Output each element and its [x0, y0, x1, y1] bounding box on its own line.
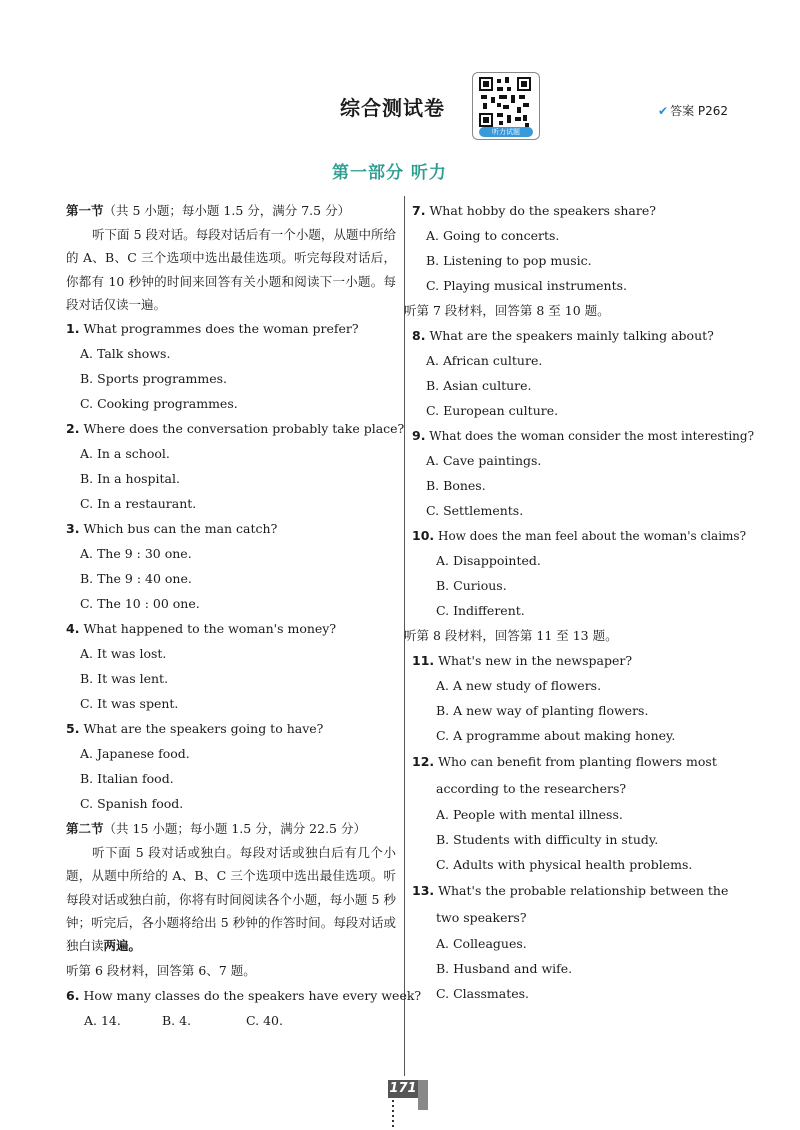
- option[interactable]: B. A new way of planting flowers.: [436, 703, 649, 718]
- option[interactable]: A. People with mental illness.: [436, 807, 623, 822]
- section-1-instructions: 听下面 5 段对话。每段对话后有一个小题，从题中所给的 A、B、C 三个选项中选出最佳选项。听完每段对话后，你都有 10 秒钟的时间来回答有关小题和阅读下一小题。每段对话仅读一遍。: [66, 227, 396, 312]
- option[interactable]: A. Talk shows.: [80, 346, 171, 362]
- question-8: 8. What are the speakers mainly talking about?: [412, 328, 714, 343]
- qr-label: 听力试题: [479, 127, 533, 137]
- option[interactable]: B. The 9 : 40 one.: [80, 571, 192, 587]
- part-title: 第一部分 听力: [332, 163, 447, 183]
- option[interactable]: C. 40.: [246, 1012, 283, 1028]
- qr-code-icon: [479, 77, 531, 127]
- material-cue: 听第 7 段材料，回答第 8 至 10 题。: [404, 303, 610, 318]
- option[interactable]: C. Indifferent.: [436, 603, 525, 618]
- option[interactable]: C. It was spent.: [80, 696, 179, 712]
- option[interactable]: B. In a hospital.: [80, 471, 180, 487]
- option[interactable]: B. Curious.: [436, 578, 507, 593]
- option[interactable]: B. Sports programmes.: [80, 371, 228, 387]
- option[interactable]: B. It was lent.: [80, 671, 169, 687]
- option[interactable]: A. Japanese food.: [80, 746, 190, 762]
- right-column: [404, 198, 755, 1006]
- question-6: 6. How many classes do the speakers have every week?: [66, 987, 422, 1003]
- question-6-options: [66, 1008, 396, 1033]
- section-2-instructions: 听下面 5 段对话或独白。每段对话或独白后有几个小题，从题中所给的 A、B、C 三个选项中选出最佳选项。听每段对话或独白前，你将有时间阅读各个小题，每小题 5 秒钟；听完后，各小题将给出 5 秒钟的作答时间。每段对话或独白读两遍。: [66, 845, 396, 954]
- question-3: 3. Which bus can the man catch?: [66, 521, 278, 537]
- option[interactable]: C. Adults with physical health problems.: [436, 857, 693, 872]
- answer-reference-text: 答案 P262: [670, 104, 729, 118]
- option[interactable]: B. Bones.: [426, 478, 486, 493]
- page-title: 综合测试卷: [340, 96, 445, 120]
- option[interactable]: A. 14.: [84, 1012, 121, 1028]
- option[interactable]: A. Going to concerts.: [426, 228, 560, 243]
- option[interactable]: B. Students with difficulty in study.: [436, 832, 659, 847]
- option[interactable]: C. Cooking programmes.: [80, 396, 238, 412]
- option[interactable]: B. 4.: [162, 1012, 192, 1028]
- checkmark-icon: ✔: [658, 104, 669, 118]
- page-dots: [392, 1100, 394, 1130]
- question-4: 4. What happened to the woman's money?: [66, 621, 337, 637]
- option[interactable]: B. Italian food.: [80, 771, 174, 787]
- question-11: 11. What's new in the newspaper?: [412, 653, 633, 668]
- option[interactable]: C. European culture.: [426, 403, 559, 418]
- option[interactable]: C. Classmates.: [436, 986, 530, 1001]
- option[interactable]: C. Settlements.: [426, 503, 524, 518]
- question-12: 12. Who can benefit from planting flowers most according to the researchers?: [412, 754, 717, 796]
- option[interactable]: A. In a school.: [80, 446, 170, 462]
- page-number: 171: [389, 1081, 417, 1096]
- question-13: 13. What's the probable relationship between the two speakers?: [412, 883, 729, 925]
- option[interactable]: B. Listening to pop music.: [426, 253, 592, 268]
- material-cue: 听第 8 段材料，回答第 11 至 13 题。: [404, 628, 618, 643]
- option[interactable]: A. Colleagues.: [436, 936, 527, 951]
- qr-code[interactable]: [472, 72, 540, 140]
- section-2-heading: 第二节（共 15 小题；每小题 1.5 分，满分 22.5 分）: [66, 821, 366, 837]
- option[interactable]: A. African culture.: [426, 353, 543, 368]
- option[interactable]: B. Asian culture.: [426, 378, 532, 393]
- option[interactable]: A. Disappointed.: [436, 553, 541, 568]
- question-10: 10. How does the man feel about the woman's claims?: [412, 528, 747, 543]
- option[interactable]: A. Cave paintings.: [426, 453, 542, 468]
- option[interactable]: B. Husband and wife.: [436, 961, 573, 976]
- section-1-heading: 第一节（共 5 小题；每小题 1.5 分，满分 7.5 分）: [66, 203, 351, 218]
- left-column: [66, 198, 422, 1033]
- question-9: 9. What does the woman consider the most interesting?: [412, 428, 755, 443]
- question-1: 1. What programmes does the woman prefer?: [66, 321, 359, 337]
- question-7: 7. What hobby do the speakers share?: [412, 203, 656, 218]
- page-number-decoration: [418, 1080, 428, 1110]
- option[interactable]: C. In a restaurant.: [80, 496, 197, 512]
- answer-reference[interactable]: [658, 102, 728, 119]
- question-5: 5. What are the speakers going to have?: [66, 721, 324, 737]
- option[interactable]: A. The 9 : 30 one.: [80, 546, 192, 562]
- material-cue: 听第 6 段材料，回答第 6、7 题。: [66, 962, 256, 978]
- option[interactable]: C. Playing musical instruments.: [426, 278, 627, 293]
- option[interactable]: A. A new study of flowers.: [436, 678, 602, 693]
- option[interactable]: C. The 10 : 00 one.: [80, 596, 200, 612]
- question-2: 2. Where does the conversation probably take place?: [66, 421, 405, 437]
- option[interactable]: C. Spanish food.: [80, 796, 184, 812]
- option[interactable]: C. A programme about making honey.: [436, 728, 676, 743]
- option[interactable]: A. It was lost.: [80, 646, 167, 662]
